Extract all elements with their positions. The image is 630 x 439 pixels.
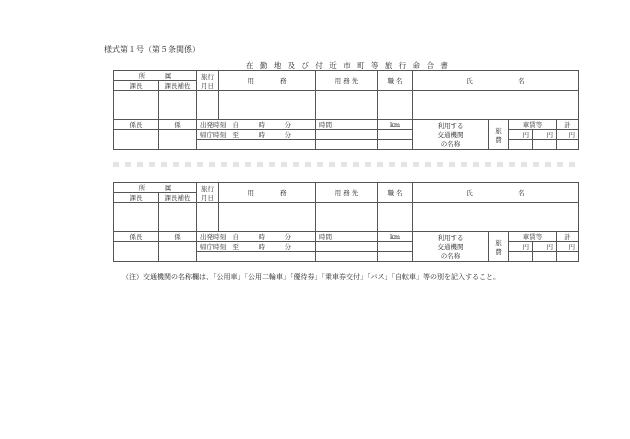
transport-label: 利用する 交通機関 の名称 (413, 120, 489, 150)
fare-yen-2[interactable]: 円 (533, 242, 557, 252)
purpose-cell[interactable] (219, 91, 316, 120)
travel-order-table-1 (113, 70, 578, 150)
purpose-header: 用 務 (219, 183, 316, 203)
name-cell[interactable] (413, 203, 579, 232)
position-header: 職 名 (378, 183, 413, 203)
kacho-hosa-label: 課長補佐 (159, 193, 197, 203)
travel-date-header: 旅行 月日 (197, 71, 219, 91)
kacho-label: 課長 (114, 193, 159, 203)
blank-cell (557, 140, 579, 150)
travel-date-cell[interactable] (197, 91, 219, 120)
kacho-hosa-stamp[interactable] (159, 91, 197, 120)
fare-label: 旅 費 (489, 120, 509, 150)
kacho-hosa-label: 課長補佐 (159, 81, 197, 91)
depart-time[interactable]: 出発時刻 自 時 分 (197, 232, 316, 242)
destination-header: 用 務 先 (316, 183, 378, 203)
name-cell[interactable] (413, 91, 579, 120)
km-label: km (378, 232, 413, 242)
purpose-cell[interactable] (219, 203, 316, 232)
transport-label: 利用する 交通機関 の名称 (413, 232, 489, 262)
fare-yen-1[interactable]: 円 (509, 242, 533, 252)
name-header: 氏 名 (413, 183, 579, 203)
travel-date-cell[interactable] (197, 203, 219, 232)
fare-yen-2[interactable]: 円 (533, 130, 557, 140)
fare-label: 旅 費 (489, 232, 509, 262)
blank-cell (378, 252, 413, 262)
blank-cell (533, 252, 557, 262)
blank-cell (316, 140, 378, 150)
kacho-stamp[interactable] (114, 203, 159, 232)
kacho-hosa-stamp[interactable] (159, 203, 197, 232)
purpose-header: 用 務 (219, 71, 316, 91)
destination-header: 用 務 先 (316, 71, 378, 91)
kakaricho-label: 係長 (114, 120, 159, 130)
position-header: 職 名 (378, 71, 413, 91)
kacho-label: 課長 (114, 81, 159, 91)
kakaricho-stamp[interactable] (114, 130, 159, 150)
blank-cell (197, 252, 316, 262)
position-cell[interactable] (378, 203, 413, 232)
destination-cell[interactable] (316, 203, 378, 232)
kakari-stamp[interactable] (159, 242, 197, 262)
divider (113, 162, 578, 167)
blank-cell (533, 140, 557, 150)
time-cell[interactable] (316, 130, 378, 140)
destination-cell[interactable] (316, 91, 378, 120)
km-label: km (378, 120, 413, 130)
kakaricho-label: 係長 (114, 232, 159, 242)
km-cell[interactable] (378, 242, 413, 252)
dept-header: 所 属 (114, 183, 197, 193)
travel-date-header: 旅行 月日 (197, 183, 219, 203)
position-cell[interactable] (378, 91, 413, 120)
fare-yen-1[interactable]: 円 (509, 130, 533, 140)
time-label: 時間 (316, 120, 378, 130)
time-label: 時間 (316, 232, 378, 242)
fare-head-3: 計 (557, 232, 579, 242)
kakaricho-stamp[interactable] (114, 242, 159, 262)
km-cell[interactable] (378, 130, 413, 140)
fare-yen-3[interactable]: 円 (557, 242, 579, 252)
blank-cell (316, 252, 378, 262)
name-header: 氏 名 (413, 71, 579, 91)
fare-head-3: 計 (557, 120, 579, 130)
dept-header: 所 属 (114, 71, 197, 81)
return-time[interactable]: 帰庁時刻 至 時 分 (197, 242, 316, 252)
fare-head-1: 車賃等 (509, 120, 557, 130)
form-number: 様式第１号（第５条関係） (104, 45, 200, 54)
blank-cell (509, 252, 533, 262)
depart-time[interactable]: 出発時刻 自 時 分 (197, 120, 316, 130)
kacho-stamp[interactable] (114, 91, 159, 120)
blank-cell (557, 252, 579, 262)
travel-order-table-2 (113, 182, 578, 262)
form-title: 在 勤 地 及 び 付 近 市 町 等 旅 行 命 合 書 (246, 61, 450, 70)
time-cell[interactable] (316, 242, 378, 252)
kakari-stamp[interactable] (159, 130, 197, 150)
kakari-label: 係 (159, 232, 197, 242)
blank-cell (197, 140, 316, 150)
footnote: （注）交通機関の名称欄は、「公用車」「公用二輪車」「優待券」「乗車券交付」「バス」「自転車」等の別を記入すること。 (122, 273, 500, 281)
blank-cell (378, 140, 413, 150)
fare-head-1: 車賃等 (509, 232, 557, 242)
kakari-label: 係 (159, 120, 197, 130)
blank-cell (509, 140, 533, 150)
return-time[interactable]: 帰庁時刻 至 時 分 (197, 130, 316, 140)
fare-yen-3[interactable]: 円 (557, 130, 579, 140)
